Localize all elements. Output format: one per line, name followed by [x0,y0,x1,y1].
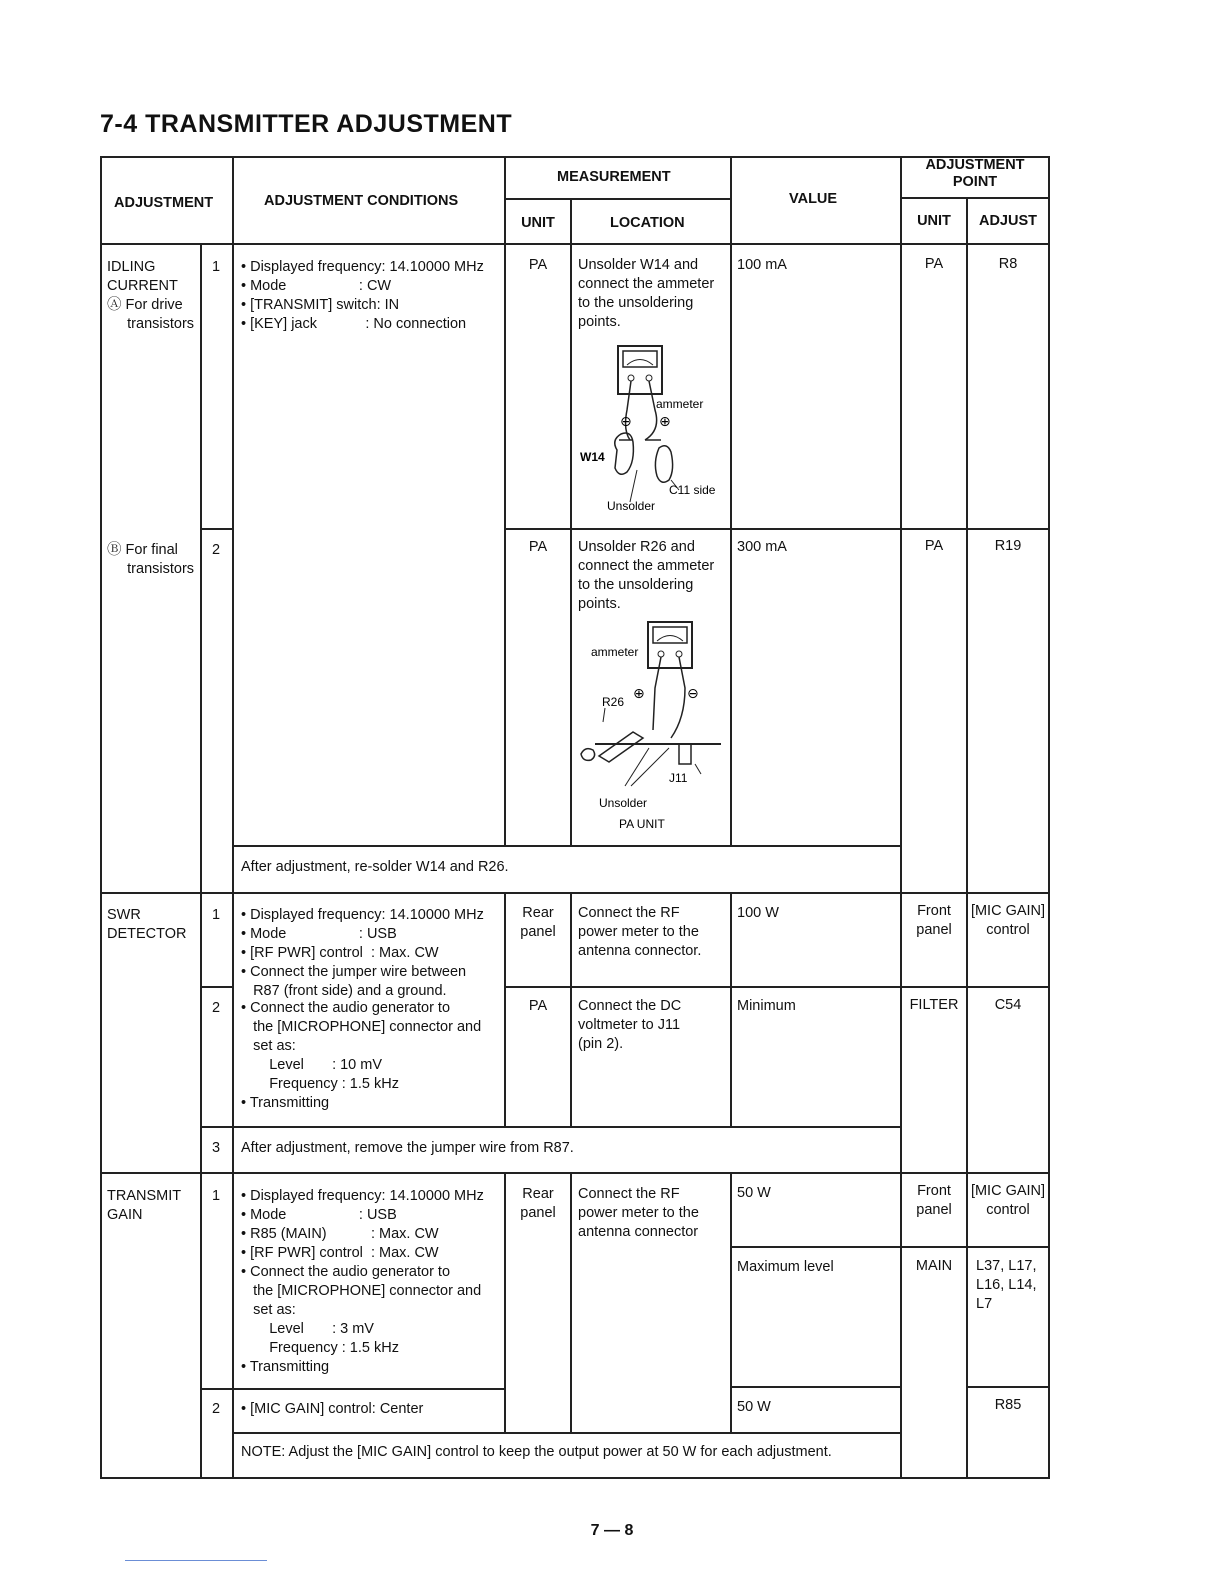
final-transistors-label: Ⓑ For final transistors [107,542,195,577]
tx-gain-note: NOTE: Adjust the [MIC GAIN] control to keep the output power at 50 W for each adjustment. [241,1444,832,1460]
w14-label: W14 [580,450,605,464]
header-adj-unit: UNIT [917,213,951,229]
page-title: 7-4 TRANSMITTER ADJUSTMENT [100,110,513,138]
tx-gain-adjust-1b: L37, L17, L16, L14, L7 [976,1258,1037,1312]
header-location: LOCATION [610,215,685,231]
step-number: 1 [212,259,221,275]
lead-wire [645,381,657,440]
swr-location-2: Connect the DC voltmeter to J11 (pin 2). [578,998,682,1052]
pa-unit-label: PA UNIT [619,817,665,831]
swr-adj-unit-1: Front panel [916,903,952,938]
tx-gain-conditions-1: • Displayed frequency: 14.10000 MHz • Mode : USB • R85 (MAIN) : Max. CW • [RF PWR] control : Max. CW • Connect the audio generator to the [MICROPHONE] connector and set as: Level : 3 mV Frequency : 1.5 kHz • Transmitting [241,1188,484,1375]
j11-label: J11 [669,771,688,785]
header-conditions: ADJUSTMENT CONDITIONS [264,193,459,209]
idling-location-1: Unsolder W14 and connect the ammeter to the unsoldering points. [578,257,715,330]
swr-unit-1: Rear panel [520,905,556,940]
table-left-border [100,156,102,1479]
component-lead [615,433,634,474]
terminal [646,375,652,381]
swr-adjust-1: [MIC GAIN] control [970,903,1046,938]
lead-wire [671,657,685,738]
ammeter-body [648,622,692,668]
plus-symbol: ⊕ [633,686,645,702]
header-adjustment: ADJUSTMENT [114,195,214,211]
step-column-divider [200,243,202,1479]
ammeter-scale [627,360,653,366]
idling-adjust-1: R8 [998,256,1018,272]
lead-wire [626,381,631,440]
table-bottom-border [100,1477,1050,1479]
row-divider [200,986,233,988]
swr-value-1: 100 W [737,905,779,921]
ammeter-label: ammeter [656,397,704,411]
wire-loop [581,749,595,761]
minus-symbol: ⊖ [620,414,632,430]
row-divider [200,1388,506,1390]
page-number: 7 — 8 [590,1522,634,1539]
terminal [628,375,634,381]
header-unit: UNIT [521,215,555,231]
idling-unit-2: PA [528,539,548,555]
tx-gain-adj-unit-1b: MAIN [915,1258,953,1274]
idling-current-label: IDLING CURRENT Ⓐ For drive transistors [107,259,195,332]
row-divider [968,1386,1050,1388]
minus-symbol: ⊖ [687,686,699,702]
swr-location-1: Connect the RF power meter to the antenna connector. [578,905,702,959]
column-divider [730,1172,732,1433]
column-divider [232,156,234,1479]
swr-detector-label: SWR DETECTOR [107,907,187,942]
tx-gain-adj-unit-1a: Front panel [916,1183,952,1218]
step-number: 3 [212,1140,221,1156]
component-lead [655,446,672,483]
terminal [658,651,664,657]
measurement-header-divider [506,198,730,200]
swr-adj-unit-2: FILTER [909,997,959,1013]
idling-adj-unit-1: PA [924,256,944,272]
step-number: 1 [212,907,221,923]
row-divider [730,1246,900,1248]
column-divider [570,198,572,846]
header-bottom-border [100,243,1050,245]
idling-after-note: After adjustment, re-solder W14 and R26. [241,859,509,875]
idling-value-2: 300 mA [737,539,787,555]
ammeter-scale [657,636,683,642]
swr-value-2: Minimum [737,998,796,1014]
unsolder-label: Unsolder [607,499,656,513]
section-divider [100,892,1050,894]
ammeter-body [618,346,662,394]
idling-adjust-2: R19 [994,538,1022,554]
tx-gain-location-1: Connect the RF power meter to the antenna connector [578,1186,699,1240]
row-divider [900,1246,1050,1248]
swr-adjust-2: C54 [994,997,1022,1013]
row-divider [200,528,233,530]
c11-side-label: C11 side [669,483,716,497]
adj-point-header-divider [900,197,1050,199]
swr-conditions-1: • Displayed frequency: 14.10000 MHz • Mode : USB • [RF PWR] control : Max. CW • Connect the jumper wire between R87 (front side) and a ground. [241,907,484,999]
pointer-line [603,708,605,722]
row-divider [200,1126,900,1128]
swr-after-note: After adjustment, remove the jumper wire from R87. [241,1140,574,1156]
connector-j11 [679,744,691,764]
column-divider [730,892,732,1127]
underline-mark [125,1560,267,1561]
swr-unit-2: PA [528,998,548,1014]
column-divider [900,156,902,1479]
step-number: 2 [212,542,221,558]
row-divider [233,845,900,847]
idling-value-1: 100 mA [737,257,787,273]
header-adj-point: ADJUSTMENT POINT [925,157,1025,190]
column-divider [570,892,572,1127]
idling-unit-1: PA [528,257,548,273]
ammeter-w14-diagram [575,340,725,520]
ammeter-r26-diagram [575,618,727,836]
section-divider [100,1172,1050,1174]
tx-gain-value-1b: Maximum level [737,1259,834,1275]
tx-gain-adjust-2: R85 [994,1397,1022,1413]
header-value: VALUE [789,191,838,207]
column-divider [966,197,968,1479]
row-divider [506,986,1050,988]
tx-gain-value-2: 50 W [737,1399,771,1415]
step-number: 1 [212,1188,221,1204]
tx-gain-unit-1: Rear panel [520,1186,556,1221]
row-divider [730,1386,900,1388]
pointer-line [630,470,637,502]
idling-adj-unit-2: PA [924,538,944,554]
r26-label: R26 [602,695,625,709]
row-divider [233,1432,900,1434]
unsolder-label: Unsolder [599,796,648,810]
step-number: 2 [212,1000,221,1016]
plus-symbol: ⊕ [659,414,671,430]
column-divider [570,1172,572,1433]
header-adjust: ADJUST [978,213,1037,229]
idling-location-2: Unsolder R26 and connect the ammeter to the unsoldering points. [578,539,715,612]
terminal [676,651,682,657]
row-divider [506,528,1050,530]
pointer-line [695,764,701,774]
step-number: 2 [212,1401,221,1417]
ammeter-label: ammeter [591,645,639,659]
idling-conditions: • Displayed frequency: 14.10000 MHz • Mode : CW • [TRANSMIT] switch: IN • [KEY] jack : No connection [241,259,484,332]
resistor-r26 [599,732,643,762]
transmit-gain-label: TRANSMIT GAIN [107,1188,182,1223]
table-right-border [1048,156,1050,1479]
swr-conditions-2: • Connect the audio generator to the [MICROPHONE] connector and set as: Level : 10 mV Frequency : 1.5 kHz • Transmitting [241,1000,482,1111]
tx-gain-adjust-1a: [MIC GAIN] control [970,1183,1046,1218]
header-measurement: MEASUREMENT [557,169,671,185]
tx-gain-value-1a: 50 W [737,1185,771,1201]
column-divider [730,156,732,846]
tx-gain-conditions-2: • [MIC GAIN] control: Center [241,1401,424,1417]
